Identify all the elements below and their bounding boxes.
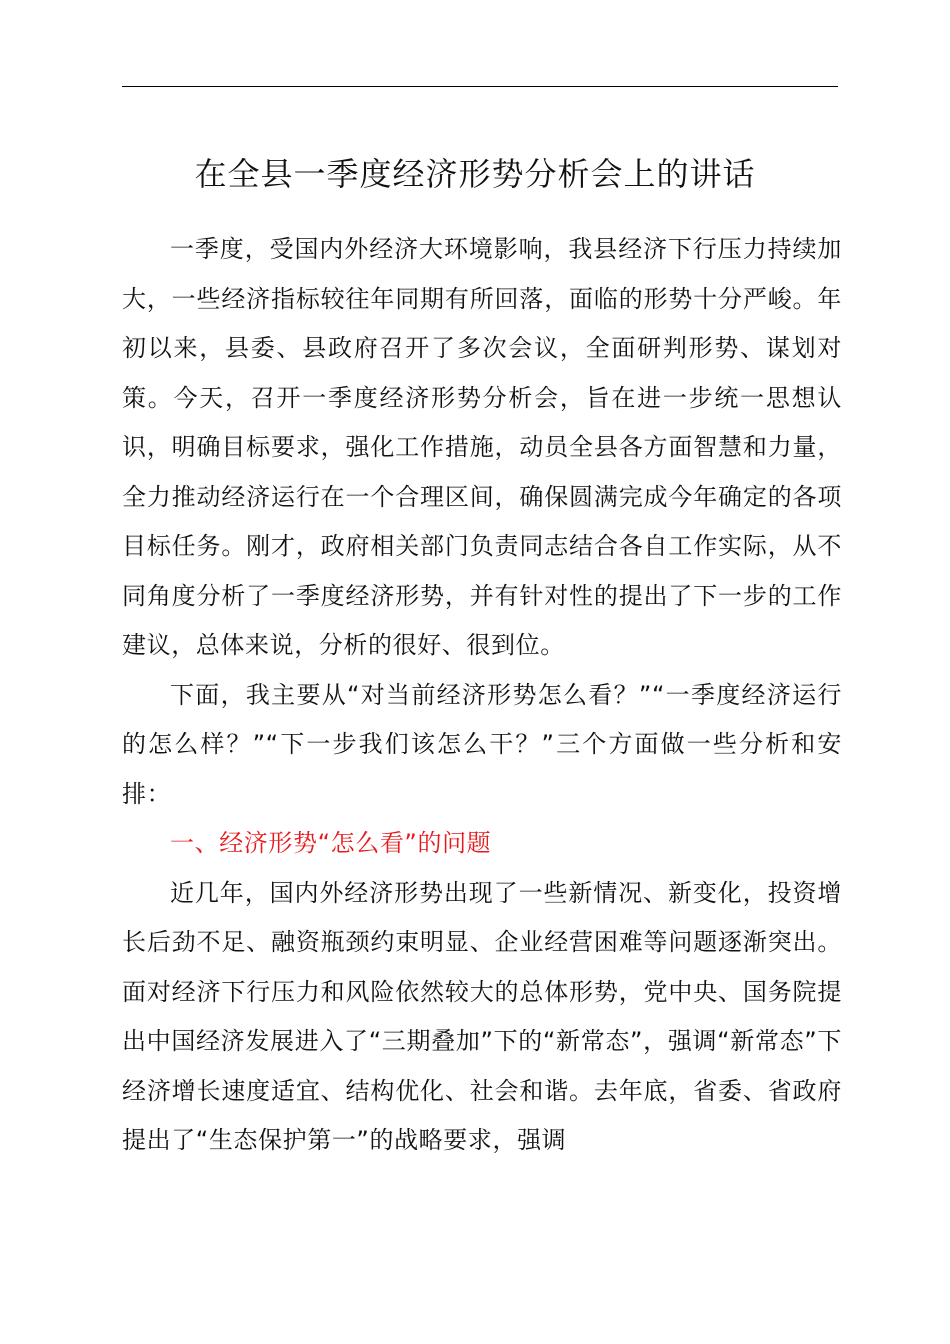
header-rule <box>122 86 838 87</box>
paragraph-section-1: 近几年，国内外经济形势出现了一些新情况、新变化，投资增长后劲不足、融资瓶颈约束明显、企业经营困难等问题逐渐突出。面对经济下行压力和风险依然较大的总体形势，党中央、国务院提出中国经济发展进入了“三期叠加”下的“新常态”，强调“新常态”下经济增长速度适宜、结构优化、社会和谐。去年底，省委、省政府提出了“生态保护第一”的战略要求，强调 <box>122 878 842 1154</box>
document-body <box>122 225 842 1166</box>
document-title: 在全县一季度经济形势分析会上的讲话 <box>194 155 756 193</box>
paragraph-outline: 下面，我主要从“对当前经济形势怎么看？”“一季度经济运行的怎么样？”“下一步我们该怎么干？”三个方面做一些分析和安排： <box>122 680 842 808</box>
paragraph-intro: 一季度，受国内外经济大环境影响，我县经济下行压力持续加大，一些经济指标较往年同期有所回落，面临的形势十分严峻。年初以来，县委、县政府召开了多次会议，全面研判形势、谋划对策。今天，召开一季度经济形势分析会，旨在进一步统一思想认识，明确目标要求，强化工作措施，动员全县各方面智慧和力量，全力推动经济运行在一个合理区间，确保圆满完成今年确定的各项目标任务。刚才，政府相关部门负责同志结合各自工作实际，从不同角度分析了一季度经济形势，并有针对性的提出了下一步的工作建议，总体来说，分析的很好、很到位。 <box>122 235 842 659</box>
section-heading-1: 一、经济形势“怎么看”的问题 <box>170 829 492 857</box>
